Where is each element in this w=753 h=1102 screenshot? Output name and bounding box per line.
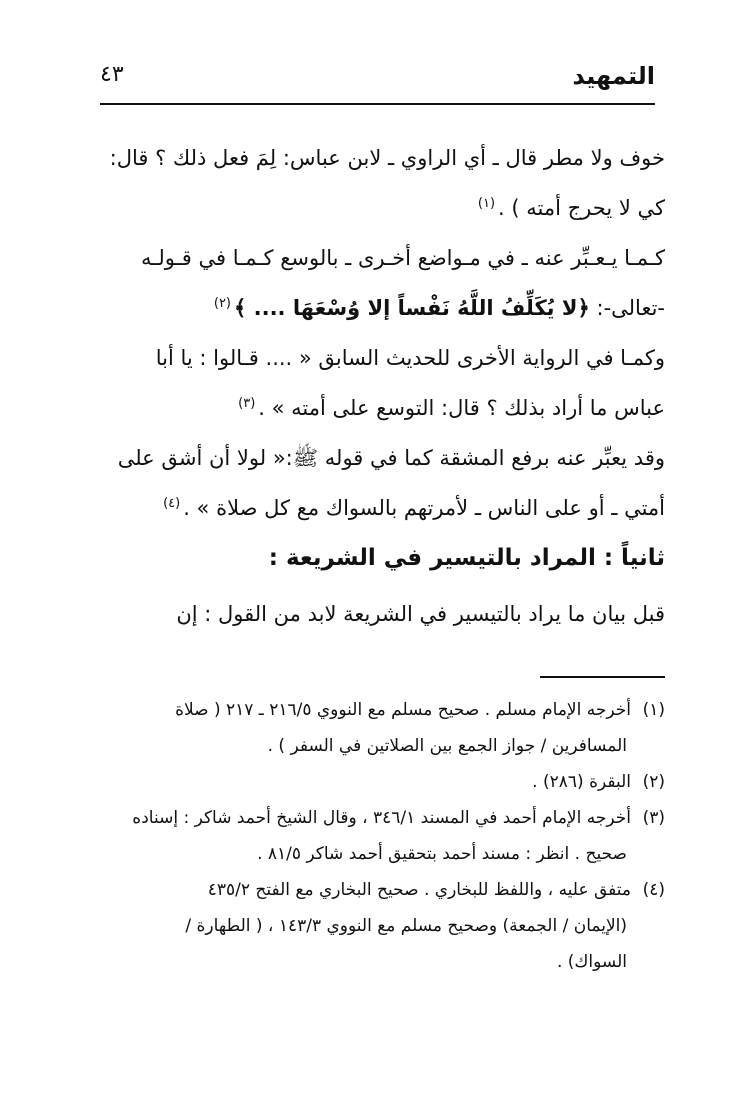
- footnote-number: (٤): [642, 880, 665, 900]
- footnote-line: [95, 872, 665, 908]
- footnote-number: (٢): [642, 772, 665, 792]
- text-line: [95, 381, 665, 431]
- footnote-3: [95, 800, 665, 872]
- text-line: [95, 181, 665, 231]
- footnote-number: (١): [642, 700, 665, 720]
- text-line: قبل بيان ما يراد بالتيسير في الشريعة لابد من القول : إن: [176, 602, 665, 626]
- text-line: كـمـا يـعـبِّر عنه ـ في مـواضع أخـرى ـ بالوسع كـمـا في قـولـه: [140, 246, 665, 270]
- text-line: [95, 481, 665, 531]
- footnote-line: المسافرين / جواز الجمع بين الصلاتين في السفر ) .: [267, 736, 627, 756]
- footnote-text: أخرجه الإمام مسلم . صحيح مسلم مع النووي ٢١٦/٥ ـ ٢١٧ ( صلاة: [175, 700, 631, 720]
- paragraph-3: [95, 335, 665, 431]
- main-text: [95, 135, 665, 641]
- footnote-line: السواك) .: [556, 952, 627, 972]
- footnote-text: البقرة (٢٨٦) .: [532, 772, 631, 792]
- footnote-text: أخرجه الإمام أحمد في المسند ٣٤٦/١ ، وقال الشيخ أحمد شاكر : إسناده: [132, 808, 631, 828]
- footnote-line: (الإيمان / الجمعة) وصحيح مسلم مع النووي ١٤٣/٣ ، ( الطهارة /: [185, 916, 627, 936]
- footnote-ref-3: (٣): [238, 396, 256, 411]
- footnote-text: متفق عليه ، واللفظ للبخاري . صحيح البخاري مع الفتح ٤٣٥/٢: [207, 880, 631, 900]
- text-fragment: -تعالى-:: [589, 296, 665, 320]
- text-line: وقد يعبِّر عنه برفع المشقة كما في قوله ﷺ:« لولا أن أشق على: [117, 446, 665, 470]
- paragraph-5: [95, 591, 665, 637]
- header-rule: [100, 103, 655, 105]
- chapter-title: التمهيد: [572, 62, 655, 90]
- text-line: خوف ولا مطر قال ـ أي الراوي ـ لابن عباس: لِمَ فعل ذلك ؟ قال:: [109, 146, 665, 170]
- footnote-separator: [540, 676, 665, 678]
- paragraph-2: [95, 235, 665, 331]
- footnote-4: [95, 872, 665, 980]
- page-number: ٤٣: [100, 62, 124, 87]
- text-line: وكمـا في الرواية الأخرى للحديث السابق « .... قـالوا : يا أبا: [155, 346, 665, 370]
- text-fragment: كي لا يحرج أمته ) .: [498, 196, 665, 220]
- footnote-ref-2: (٢): [213, 296, 231, 311]
- footnote-line: [95, 800, 665, 836]
- footnotes: [95, 692, 665, 980]
- footnote-number: (٣): [642, 808, 665, 828]
- section-heading: ثانياً : المراد بالتيسير في الشريعة :: [268, 545, 665, 571]
- footnote-line: [95, 692, 665, 728]
- running-header: [100, 58, 655, 98]
- paragraph-4: [95, 435, 665, 531]
- footnote-1: [95, 692, 665, 764]
- footnote-ref-4: (٤): [163, 496, 181, 511]
- text-fragment: أمتي ـ أو على الناس ـ لأمرتهم بالسواك مع كل صلاة » .: [183, 496, 665, 520]
- footnote-line: صحيح . انظر : مسند أحمد بتحقيق أحمد شاكر ٨١/٥ .: [257, 844, 627, 864]
- footnote-line: [95, 764, 665, 800]
- quran-verse: ﴿لا يُكَلِّفُ اللَّهُ نَفْساً إلا وُسْعَهَا .... ﴾: [234, 296, 590, 320]
- footnote-2: [95, 764, 665, 800]
- footnote-ref-1: (١): [477, 196, 496, 211]
- paragraph-1: [95, 135, 665, 231]
- text-fragment: عباس ما أراد بذلك ؟ قال: التوسع على أمته » .: [258, 396, 665, 420]
- text-line: [95, 281, 665, 331]
